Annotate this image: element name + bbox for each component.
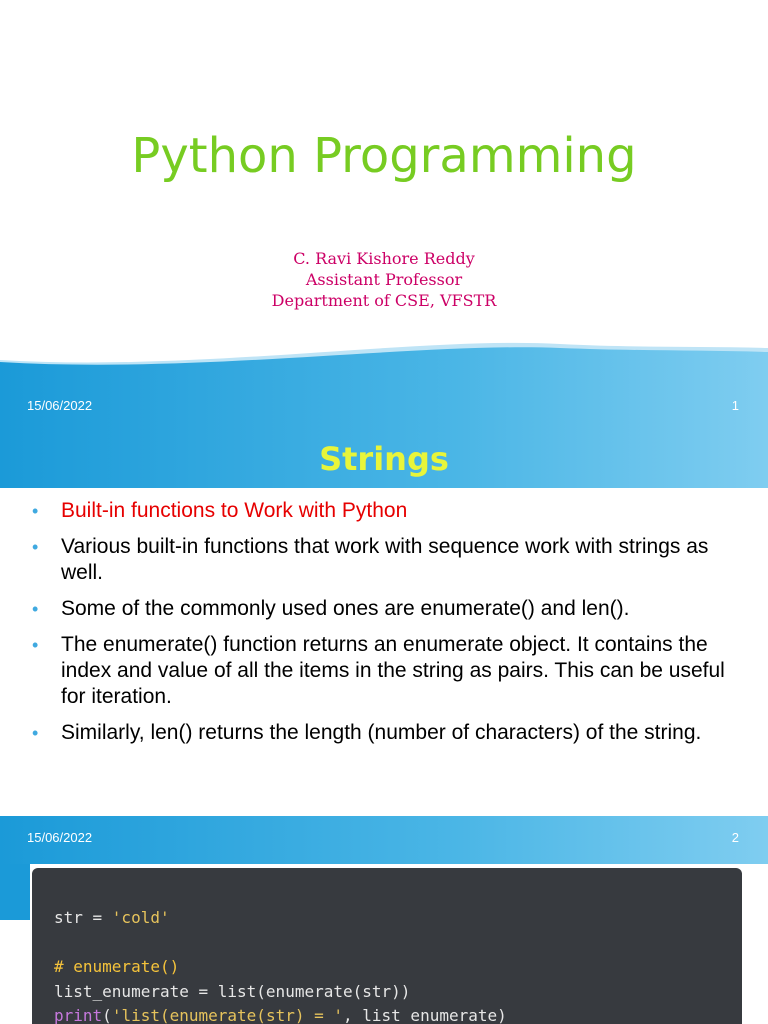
slide-3 (0, 864, 768, 1024)
list-item: • Some of the commonly used ones are enumerate() and len(). (32, 597, 630, 620)
list-item: • Similarly, len() returns the length (number of characters) of the string. (32, 721, 702, 744)
slide-3-accent-bar (0, 864, 30, 920)
bullet-icon: • (32, 635, 39, 655)
slide-1-date: 15/06/2022 (27, 398, 93, 413)
code-line: print('list(enumerate(str) = ', list_enumerate) (54, 1006, 507, 1024)
slide-1 (0, 0, 768, 432)
bullet-icon: • (32, 599, 39, 619)
code-comment: # enumerate() (54, 957, 180, 976)
slide-2-date: 15/06/2022 (27, 830, 93, 845)
footer-wave (0, 340, 768, 432)
code-line: str = 'cold' (54, 908, 170, 927)
bullet-list (32, 498, 744, 756)
list-item: • Built-in functions to Work with Python (32, 499, 408, 522)
code-line: list_enumerate = list(enumerate(str)) (54, 982, 411, 1001)
author-block (0, 248, 768, 311)
footer-bar (0, 816, 768, 864)
slide-2-title: Strings (319, 440, 449, 478)
slide-1-title: Python Programming (131, 128, 637, 184)
author-position: Assistant Professor (305, 270, 463, 289)
slide-2 (0, 432, 768, 864)
list-item: • The enumerate() function returns an enumerate object. It contains the index and value of all the items in the string as pairs. This can be useful for iteration. (32, 633, 725, 708)
list-item: • Various built-in functions that work with sequence work with strings as well. (32, 535, 709, 584)
author-name: C. Ravi Kishore Reddy (293, 249, 475, 268)
slide-1-page-number: 1 (731, 398, 739, 413)
bullet-icon: • (32, 501, 39, 521)
bullet-icon: • (32, 537, 39, 557)
code-block (32, 868, 742, 1024)
slide-2-page-number: 2 (731, 830, 739, 845)
bullet-icon: • (32, 723, 39, 743)
author-department: Department of CSE, VFSTR (271, 291, 497, 310)
